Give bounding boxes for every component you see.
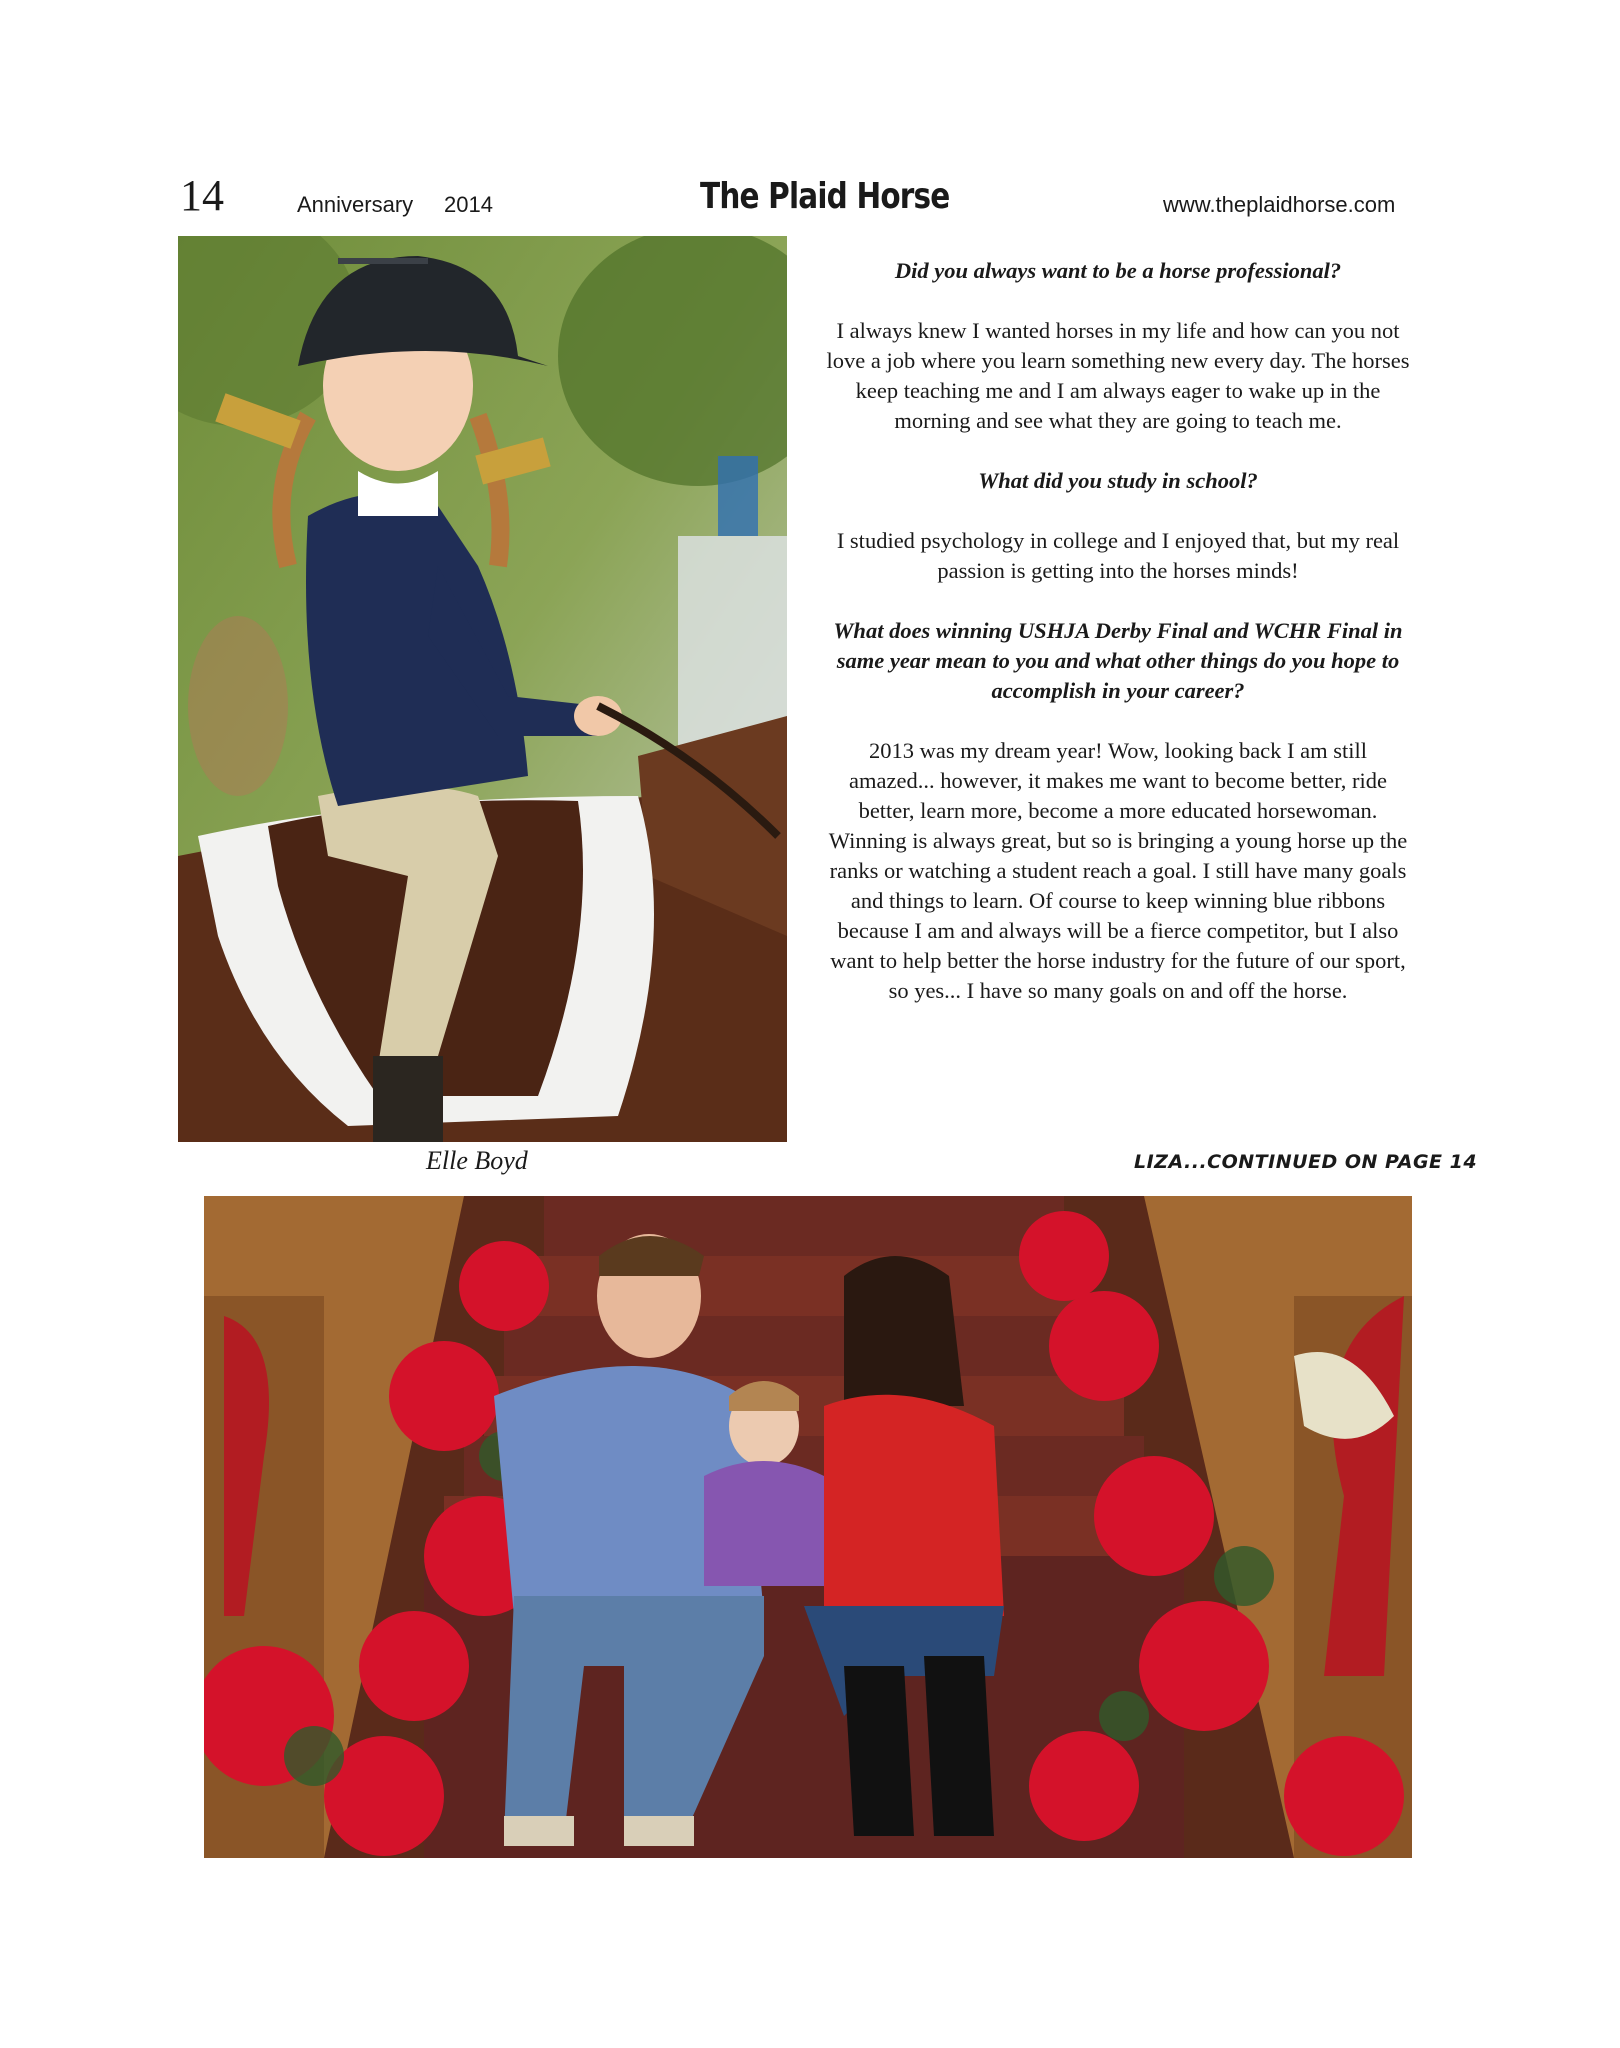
rider-photo (178, 236, 787, 1142)
masthead: The Plaid Horse (700, 176, 950, 217)
issue-year: 2014 (444, 192, 493, 217)
question-3: What does winning USHJA Derby Final and WCHR Final in same year mean to you and what other things do you hope to accomplish in your career? (833, 618, 1403, 703)
family-photo (204, 1196, 1412, 1858)
issue-label: Anniversary (297, 192, 414, 217)
website: www.theplaidhorse.com (1163, 192, 1396, 217)
answer-1: I always knew I wanted horses in my life and how can you not love a job where you learn something new every day. The horses keep teaching me and I am always eager to wake up in the morning and see what they are going to teach me. (826, 318, 1410, 433)
answer-3: 2013 was my dream year! Wow, looking back I am still amazed... however, it makes me want to become better, ride better, learn more, become a more educated horsewoman. Winning is always great, but so is bringing a young horse up the ranks or watching a student reach a goal. I still have many goals and things to learn. Of course to keep winning blue ribbons because I am and always will be a fierce competitor, but I also want to help better the horse industry for the future of our sport, so yes... I have so many goals on and off the horse. (828, 738, 1408, 1003)
answer-2: I studied psychology in college and I enjoyed that, but my real passion is getting into the horses minds! (836, 528, 1400, 583)
continued-note: LIZA...CONTINUED ON PAGE 14 (1134, 1151, 1478, 1173)
question-2: What did you study in school? (978, 468, 1258, 493)
interview-article (826, 256, 1410, 1036)
question-1: Did you always want to be a horse professional? (894, 258, 1342, 283)
rider-caption: Elle Boyd (426, 1146, 528, 1175)
page-number: 14 (180, 171, 224, 220)
